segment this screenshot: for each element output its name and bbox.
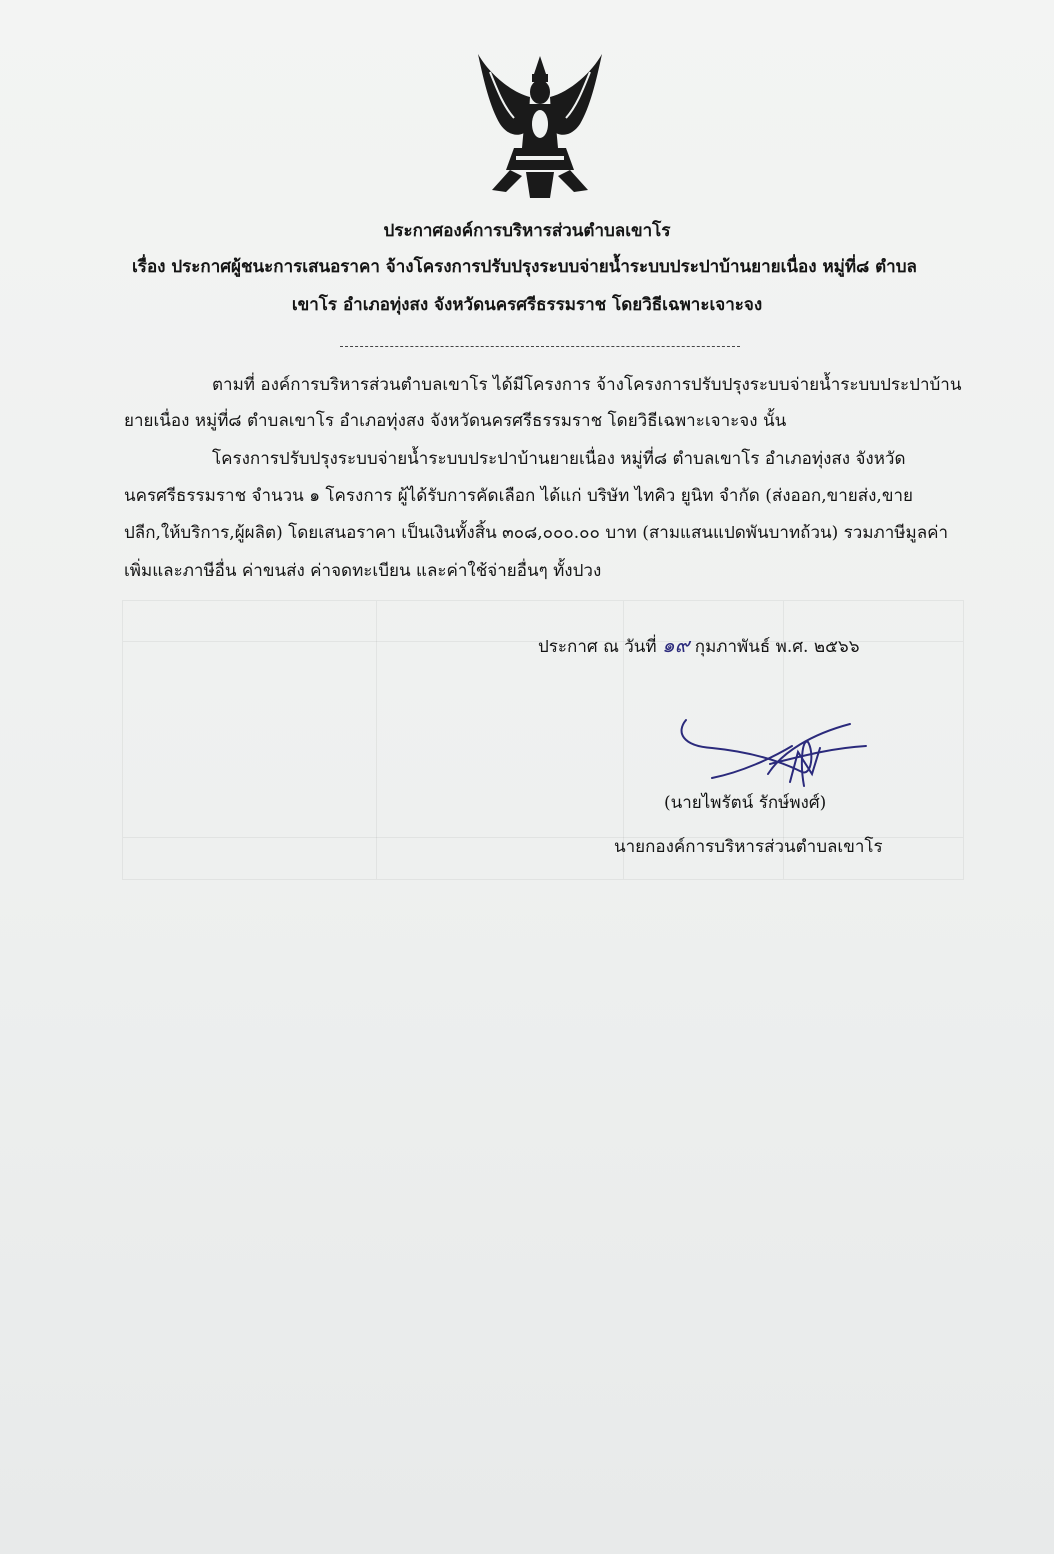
date-prefix: ประกาศ ณ วันที่ [538, 637, 657, 657]
paragraph-2-line-3: ปลีก,ให้บริการ,ผู้ผลิต) โดยเสนอราคา เป็นเงินทั้งสิ้น ๓๐๘,๐๐๐.๐๐ บาท (สามแสนแปดพันบาทถ้วน) รวมภาษีมูลค่า [124, 523, 949, 543]
paragraph-1-line-2: ยายเนื่อง หมู่ที่๘ ตำบลเขาโร อำเภอทุ่งสง จังหวัดนครศรีธรรมราช โดยวิธีเฉพาะเจาะจง นั้น [124, 411, 787, 431]
date-suffix: กุมภาพันธ์ พ.ศ. ๒๕๖๖ [694, 637, 860, 657]
paragraph-2-line-2: นครศรีธรรมราช จำนวน ๑ โครงการ ผู้ได้รับการคัดเลือก ได้แก่ บริษัท ไทคิว ยูนิท จำกัด (ส่งออก,ขายส่ง,ขาย [124, 486, 913, 506]
signer-name: (นายไพรัตน์ รักษ์พงศ์) [664, 793, 827, 813]
subject-line-2: เขาโร อำเภอทุ่งสง จังหวัดนครศรีธรรมราช โดยวิธีเฉพาะเจาะจง [291, 295, 763, 315]
signature-mark [672, 712, 872, 792]
announcement-date [538, 634, 860, 658]
header-divider [340, 346, 740, 347]
document-title: ประกาศองค์การบริหารส่วนตำบลเขาโร [383, 221, 671, 241]
garuda-emblem [470, 52, 610, 202]
paragraph-2-line-1: โครงการปรับปรุงระบบจ่ายน้ำระบบประปาบ้านยายเนื่อง หมู่ที่๘ ตำบลเขาโร อำเภอทุ่งสง จังหวัด [212, 449, 906, 469]
paragraph-2-line-4: เพิ่มและภาษีอื่น ค่าขนส่ง ค่าจดทะเบียน และค่าใช้จ่ายอื่นๆ ทั้งปวง [124, 561, 602, 581]
paragraph-1-line-1: ตามที่ องค์การบริหารส่วนตำบลเขาโร ได้มีโครงการ จ้างโครงการปรับปรุงระบบจ่ายน้ำระบบประปาบ้าน [212, 375, 962, 395]
subject-line-1: เรื่อง ประกาศผู้ชนะการเสนอราคา จ้างโครงการปรับปรุงระบบจ่ายน้ำระบบประปาบ้านยายเนื่อง หมู่ที่๘ ตำบล [132, 257, 917, 277]
handwritten-day: ๑๙ [662, 633, 690, 657]
signer-title: นายกองค์การบริหารส่วนตำบลเขาโร [614, 837, 883, 857]
